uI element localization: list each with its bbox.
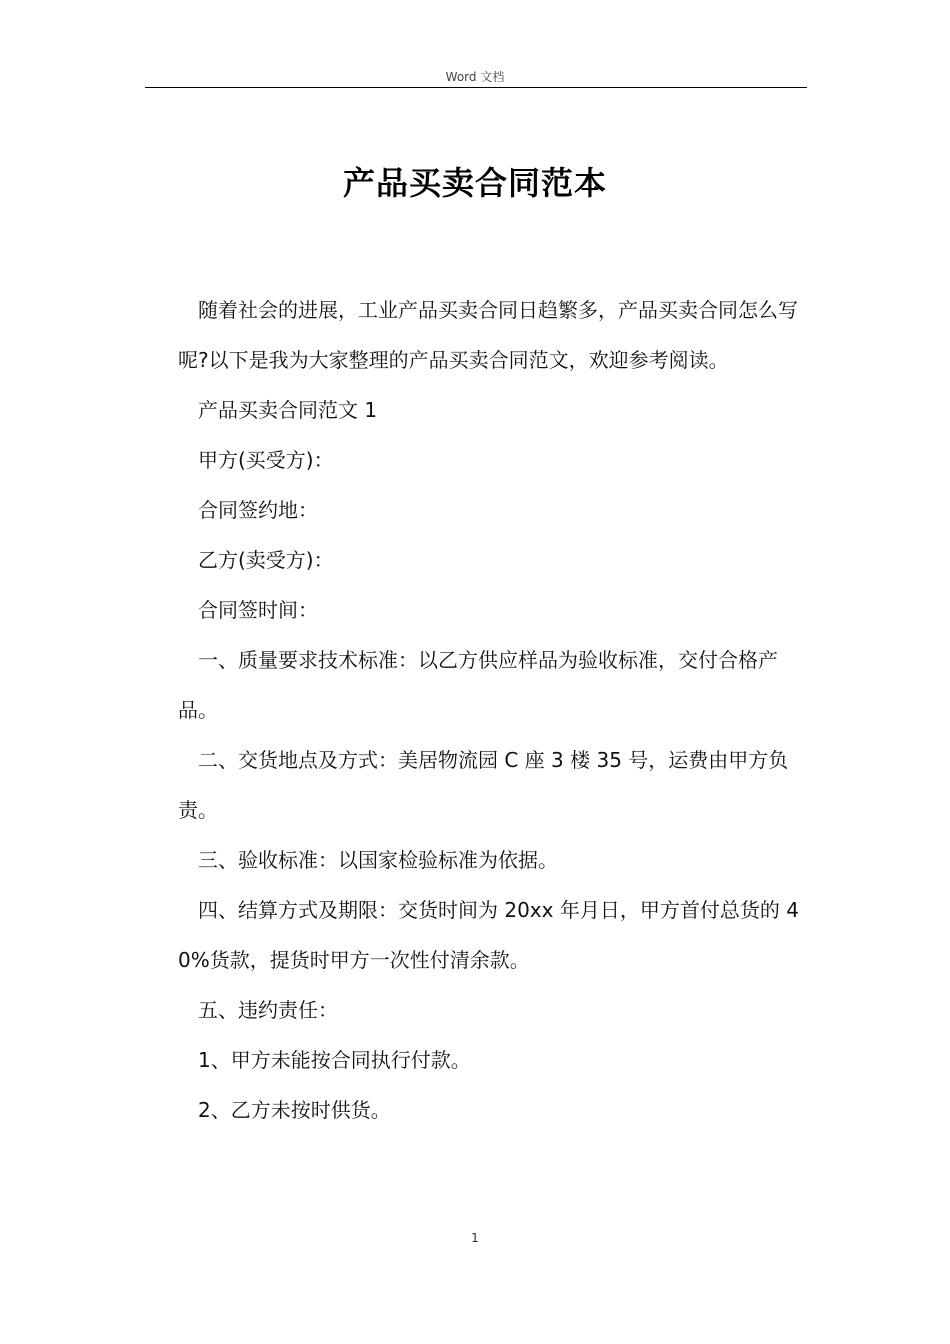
intro-paragraph: 随着社会的进展，工业产品买卖合同日趋繁多，产品买卖合同怎么写呢?以下是我为大家整理的产品买卖合同范文，欢迎参考阅读。 [178,298,798,372]
party-a-line: 甲方(买受方)： [198,448,334,472]
liability-item-1: 1、甲方未能按合同执行付款。 [198,1048,471,1072]
clause-acceptance: 三、验收标准：以国家检验标准为依据。 [198,848,558,872]
clause-liability: 五、违约责任： [198,998,338,1022]
header-divider [145,87,807,88]
signing-place-line: 合同签约地： [198,498,318,522]
party-b-line: 乙方(卖受方)： [198,548,334,572]
signing-time-line: 合同签时间： [198,598,318,622]
document-title: 产品买卖合同范本 [342,164,607,202]
clause-settlement: 四、结算方式及期限：交货时间为 20xx 年月日，甲方首付总货的 40%货款，提货时甲方一次性付清余款。 [178,898,799,972]
liability-item-2: 2、乙方未按时供货。 [198,1098,391,1122]
page-header-label: Word 文档 [445,70,505,84]
section-heading-sample-1: 产品买卖合同范文 1 [198,398,378,422]
page-number: 1 [471,1231,479,1245]
clause-quality: 一、质量要求技术标准：以乙方供应样品为验收标准，交付合格产品。 [178,648,778,722]
document-body [178,285,808,1135]
clause-delivery: 二、交货地点及方式：美居物流园 C 座 3 楼 35 号，运费由甲方负责。 [178,748,789,822]
